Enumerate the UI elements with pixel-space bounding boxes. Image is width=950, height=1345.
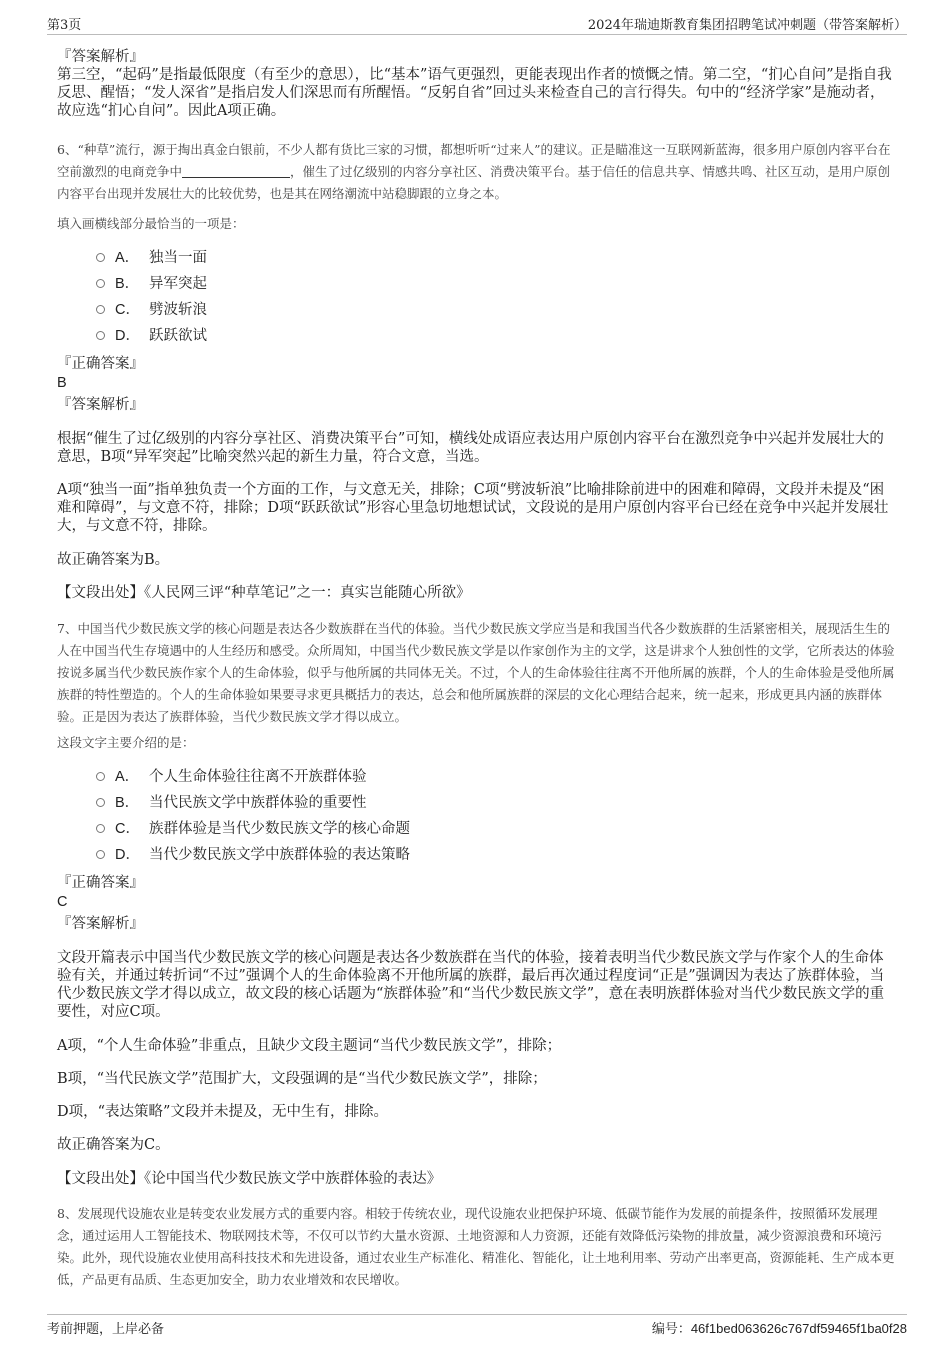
q7-analysis-3: B项，“当代民族文学”范围扩大，文段强调的是“当代少数民族文学”，排除； bbox=[57, 1071, 547, 1087]
page-number: 第3页 bbox=[47, 18, 82, 33]
q8-stem: 8、发展现代设施农业是转变农业发展方式的重要内容。相较于传统农业，现代设施农业把保护环境、低碳节能作为发展的前提条件，按照循环发展理念，通过运用人工智能技术、物联网技术等，不仅可以节约大量水资源、土地资源和人力资源，还能有效降低污染物的排放量，减少资源浪费和环境污染。此外，现代设施农业使用高科技技术和先进设备，通过农业生产标准化、精准化、智能化，让土地利用率、劳动产出率更高，资源能耗、生产成本更低，产品更有品质、生态更加安全，助力农业增效和农民增收。 bbox=[57, 1206, 895, 1287]
q7-stem: 7、中国当代少数民族文学的核心问题是表达各少数族群在当代的体验。当代少数民族文学应当是和我国当代各少数族群的生活紧密相关，展现活生生的人在中国当代生存境遇中的人生经历和感受。众所周知，中国当代少数民族文学是以作家创作为主的文学，这是讲求个人独创性的文学，它所表达的体验按说多属当代少数民族作家个人的生命体验，似乎与他所属的共同体无关。不过，个人的生命体验往往离不开他所属的族群，个人的生命体验是受他所属族群的特性塑造的。个人的生命体验如果要寻求更具概括力的表达，总会和他所属族群的深层的文化心理结合起来，统一起来，形成更具内涵的族群体验。正是因为表达了族群体验，当代少数民族文学才得以成立。 bbox=[57, 621, 895, 724]
radio-icon[interactable] bbox=[96, 850, 105, 859]
q6-stem bbox=[57, 139, 895, 205]
q6-analysis-2: A项“独当一面”指单独负责一个方面的工作，与文意无关，排除；C项“劈波斩浪”比喻排除前进中的困难和障碍，文段并未提及“困难和障碍”，与文意不符，排除；D项“跃跃欲试”形容心里急切地想试试，文段说的是用户原创内容平台已经在竞争中兴起并发展壮大，与文意不符，排除。 bbox=[57, 482, 889, 534]
radio-icon[interactable] bbox=[96, 253, 105, 262]
q6-prompt: 填入画横线部分最恰当的一项是： bbox=[57, 216, 245, 231]
radio-icon[interactable] bbox=[96, 772, 105, 781]
q7-option-c[interactable]: C． 族群体验是当代少数民族文学的核心命题 bbox=[96, 819, 410, 839]
q6-option-a[interactable]: A． 独当一面 bbox=[96, 248, 207, 268]
q6-source: 【文段出处】《人民网三评“种草笔记”之一：真实岂能随心所欲》 bbox=[57, 585, 471, 601]
page-header bbox=[47, 12, 907, 35]
q6-blank bbox=[182, 163, 290, 178]
q7-analysis-label: 『答案解析』 bbox=[57, 916, 144, 932]
q7-analysis-2: A项，“个人生命体验”非重点，且缺少文段主题词“当代少数民族文学”，排除； bbox=[57, 1038, 562, 1054]
q7-answer-label: 『正确答案』 bbox=[57, 875, 144, 891]
q6-analysis-3: 故正确答案为B。 bbox=[57, 552, 170, 568]
q6-option-c[interactable]: C． 劈波斩浪 bbox=[96, 300, 207, 320]
q7-analysis-4: D项，“表达策略”文段并未提及，无中生有，排除。 bbox=[57, 1104, 388, 1120]
radio-icon[interactable] bbox=[96, 824, 105, 833]
radio-icon[interactable] bbox=[96, 305, 105, 314]
q7-option-a[interactable]: A． 个人生命体验往往离不开族群体验 bbox=[96, 767, 367, 787]
q6-analysis-label: 『答案解析』 bbox=[57, 397, 144, 413]
radio-icon[interactable] bbox=[96, 331, 105, 340]
q6-answer: B bbox=[57, 375, 67, 391]
q6-analysis-1: 根据“催生了过亿级别的内容分享社区、消费决策平台”可知，横线处成语应表达用户原创内容平台在激烈竞争中兴起并发展壮大的意思，B项“异军突起”比喻突然兴起的新生力量，符合文意，当选。 bbox=[57, 431, 884, 465]
page-footer bbox=[47, 1314, 907, 1335]
q7-option-d[interactable]: D． 当代少数民族文学中族群体验的表达策略 bbox=[96, 845, 410, 865]
q6-stem-after: ，催生了过亿级别的内容分享社区、消费决策平台。基于信任的信息共享、情感共鸣、社区互动，是用户原创内容平台出现并发展壮大的比较优势，也是其在网络潮流中站稳脚跟的立身之本。 bbox=[57, 164, 891, 201]
q6-stem-before: 6、“种草”流行，源于掏出真金白银前，不少人都有货比三家的习惯，都想听听“过来人”的建议。正是瞄准这一互联网新蓝海，很多用户原创内容平台在空前激烈的电商竞争中 bbox=[57, 142, 891, 179]
footer-serial: 编号：46f1bed063626c767df59465f1ba0f28 bbox=[651, 1321, 907, 1336]
q7-option-b[interactable]: B． 当代民族文学中族群体验的重要性 bbox=[96, 793, 367, 813]
q6-option-b[interactable]: B． 异军突起 bbox=[96, 274, 207, 294]
q7-source: 【文段出处】《论中国当代少数民族文学中族群体验的表达》 bbox=[57, 1171, 442, 1187]
q5-analysis-text: 第三空，“起码”是指最低限度（有至少的意思），比“基本”语气更强烈，更能表现出作者的愤慨之情。第二空，“扪心自问”是指自我反思、醒悟；“发人深省”是指启发人们深思而有所醒悟。“反躬自省”回过头来检查自己的言行得失。句中的“经济学家”是施动者，故应选“扪心自问”。因此A项正确。 bbox=[57, 67, 892, 119]
footer-slogan: 考前押题，上岸必备 bbox=[47, 1322, 165, 1337]
q7-analysis-5: 故正确答案为C。 bbox=[57, 1137, 170, 1153]
radio-icon[interactable] bbox=[96, 279, 105, 288]
q7-answer: C bbox=[57, 894, 68, 910]
q6-option-d[interactable]: D． 跃跃欲试 bbox=[96, 326, 207, 346]
q6-answer-label: 『正确答案』 bbox=[57, 356, 144, 372]
q5-analysis-label: 『答案解析』 bbox=[57, 49, 144, 65]
radio-icon[interactable] bbox=[96, 798, 105, 807]
document-title: 2024年瑞迪斯教育集团招聘笔试冲刺题（带答案解析） bbox=[587, 18, 907, 33]
q7-prompt: 这段文字主要介绍的是： bbox=[57, 735, 195, 750]
q7-analysis-1: 文段开篇表示中国当代少数民族文学的核心问题是表达各少数族群在当代的体验，接着表明当代少数民族文学与作家个人的生命体验有关，并通过转折词“不过”强调个人的生命体验离不开他所属的族群，最后再次通过程度词“正是”强调因为表达了族群体验，当代少数民族文学才得以成立，故文段的核心话题为“族群体验”和“当代少数民族文学”，意在表明族群体验对当代少数民族文学的重要性，对应C项。 bbox=[57, 950, 885, 1020]
